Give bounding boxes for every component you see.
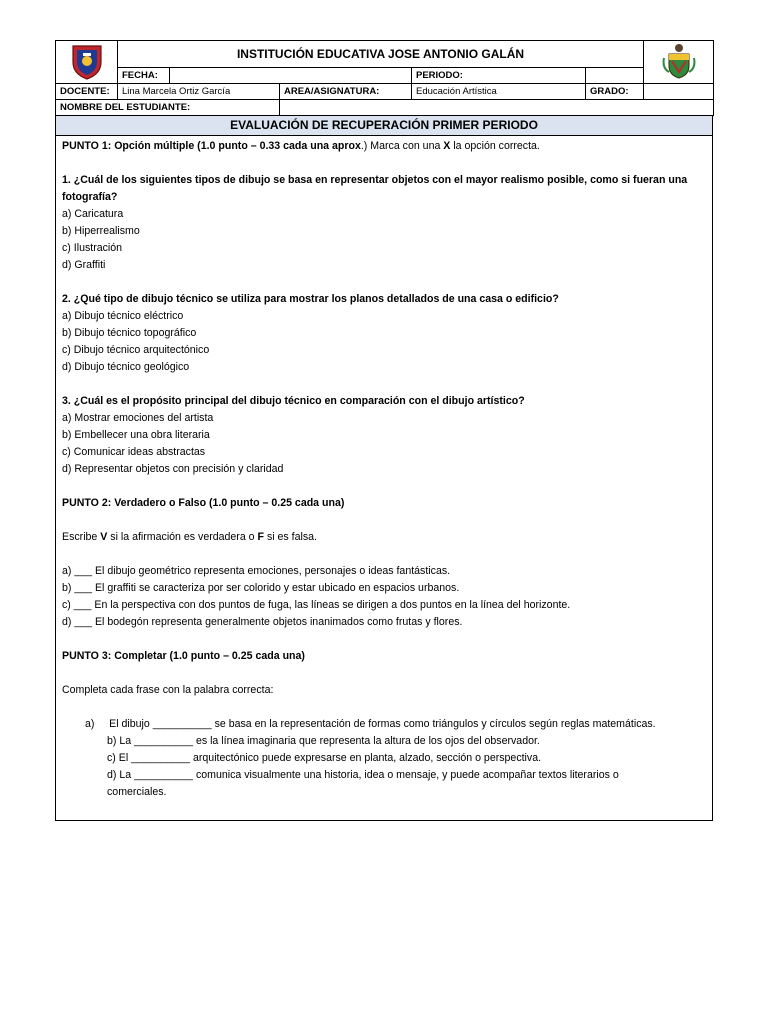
- complete-item-a-text: El dibujo __________ se basa en la representación de formas como triángulos y círculos según reglas matemáticas.: [109, 718, 656, 730]
- q3-option-a[interactable]: a) Mostrar emociones del artista: [62, 412, 214, 424]
- coat-of-arms-icon: [661, 42, 697, 80]
- school-logo: [56, 41, 118, 84]
- complete-item-d-continued: comerciales.: [107, 786, 167, 798]
- q3-option-d[interactable]: d) Representar objetos con precisión y claridad: [62, 463, 284, 475]
- q1-option-c[interactable]: c) Ilustración: [62, 242, 123, 254]
- docente-value: Lina Marcela Ortiz García: [118, 84, 280, 100]
- tf-item-c[interactable]: c) ___ En la perspectiva con dos puntos de fuga, las líneas se dirigen a dos puntos en la línea del horizonte.: [62, 599, 571, 611]
- question-1: 1. ¿Cuál de los siguientes tipos de dibujo se basa en representar objetos con el mayor realismo posible, como si fueran una fotografía?: [62, 174, 688, 203]
- question-3: 3. ¿Cuál es el propósito principal del dibujo técnico en comparación con el dibujo artístico?: [62, 395, 525, 407]
- tf-item-a[interactable]: a) ___ El dibujo geométrico representa emociones, personajes o ideas fantásticas.: [62, 565, 451, 577]
- tf-item-b[interactable]: b) ___ El graffiti se caracteriza por ser colorido y estar ubicado en espacios urbanos.: [62, 582, 460, 594]
- complete-item-d[interactable]: d) La __________ comunica visualmente una historia, idea o mensaje, y puede acompañar textos literarios o: [107, 769, 619, 781]
- punto2-instr-3: si es falsa.: [264, 531, 317, 543]
- complete-item-a[interactable]: [62, 716, 706, 733]
- school-shield-icon: [70, 42, 104, 80]
- evaluation-title: EVALUACIÓN DE RECUPERACIÓN PRIMER PERIODO: [55, 116, 713, 136]
- student-name-label: NOMBRE DEL ESTUDIANTE:: [56, 100, 280, 116]
- punto3-title: PUNTO 3: Completar (1.0 punto – 0.25 cada una): [62, 650, 305, 662]
- complete-item-b[interactable]: b) La __________ es la línea imaginaria que representa la altura de los ojos del observador.: [107, 735, 540, 747]
- q1-option-d[interactable]: d) Graffiti: [62, 259, 106, 271]
- q3-option-b[interactable]: b) Embellecer una obra literaria: [62, 429, 210, 441]
- header-table: [55, 40, 714, 116]
- punto1-instr-1: .) Marca con una: [360, 140, 444, 152]
- punto1-instr-x: X: [443, 140, 451, 152]
- punto1-instr-2: la opción correcta.: [450, 140, 540, 152]
- complete-item-a-marker: a): [85, 718, 95, 730]
- area-label: AREA/ASIGNATURA:: [280, 84, 412, 100]
- complete-item-c[interactable]: c) El __________ arquitectónico puede expresarse en planta, alzado, sección o perspectiva.: [107, 752, 542, 764]
- punto1-title: PUNTO 1: Opción múltiple (1.0 punto – 0.33 cada una aprox: [62, 140, 361, 152]
- tf-item-d[interactable]: d) ___ El bodegón representa generalmente objetos inanimados como frutas y flores.: [62, 616, 463, 628]
- punto2-instr-f: F: [257, 531, 264, 543]
- question-2: 2. ¿Qué tipo de dibujo técnico se utiliza para mostrar los planos detallados de una casa o edificio?: [62, 293, 559, 305]
- q2-option-a[interactable]: a) Dibujo técnico eléctrico: [62, 310, 184, 322]
- grado-field[interactable]: [644, 84, 714, 100]
- q3-option-c[interactable]: c) Comunicar ideas abstractas: [62, 446, 206, 458]
- q1-option-a[interactable]: a) Caricatura: [62, 208, 124, 220]
- punto2-title: PUNTO 2: Verdadero o Falso (1.0 punto – 0.25 cada una): [62, 497, 345, 509]
- docente-label: DOCENTE:: [56, 84, 118, 100]
- punto2-instr-2: si la afirmación es verdadera o: [107, 531, 258, 543]
- institution-title: INSTITUCIÓN EDUCATIVA JOSE ANTONIO GALÁN: [118, 41, 644, 68]
- student-name-field[interactable]: [280, 100, 714, 116]
- punto2-instructions: [62, 529, 706, 546]
- exam-sheet: [55, 40, 713, 821]
- punto3-instructions: Completa cada frase con la palabra correcta:: [62, 684, 274, 696]
- periodo-label: PERIODO:: [412, 68, 586, 84]
- q1-option-b[interactable]: b) Hiperrealismo: [62, 225, 140, 237]
- punto1-heading: [62, 138, 706, 155]
- exam-body: [55, 136, 713, 821]
- municipal-crest: [644, 41, 714, 84]
- periodo-field[interactable]: [586, 68, 644, 84]
- fecha-label: FECHA:: [118, 68, 170, 84]
- q2-option-d[interactable]: d) Dibujo técnico geológico: [62, 361, 190, 373]
- punto2-instr-v: V: [100, 531, 108, 543]
- area-value: Educación Artística: [412, 84, 586, 100]
- fecha-field[interactable]: [170, 68, 412, 84]
- q2-option-c[interactable]: c) Dibujo técnico arquitectónico: [62, 344, 210, 356]
- grado-label: GRADO:: [586, 84, 644, 100]
- q2-option-b[interactable]: b) Dibujo técnico topográfico: [62, 327, 197, 339]
- punto2-instr-1: Escribe: [62, 531, 101, 543]
